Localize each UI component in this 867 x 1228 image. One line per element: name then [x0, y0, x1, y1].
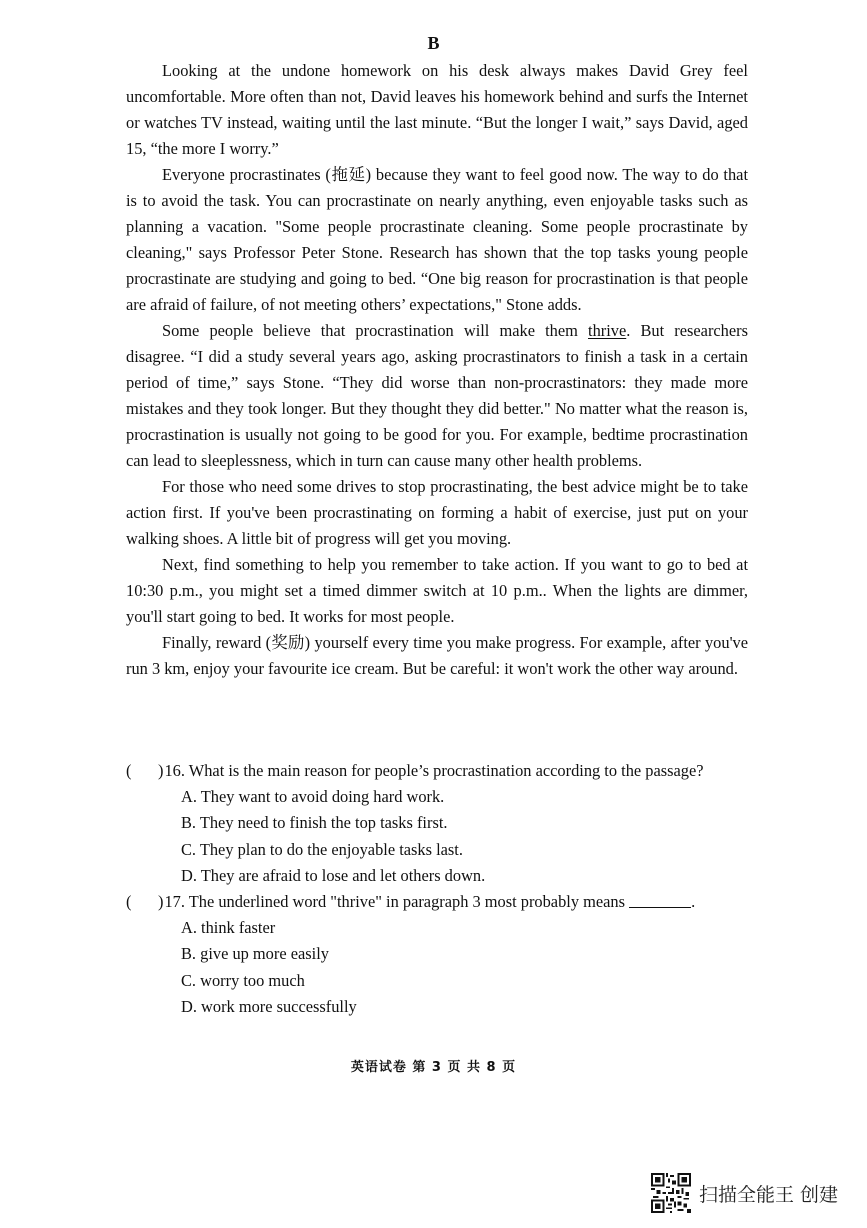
question-17-text: 17. The underlined word "thrive" in paragraph 3 most probably means	[164, 892, 625, 912]
page-footer: 英语试卷 第 3 页 共 8 页	[350, 1060, 517, 1075]
paragraph-3-after: . But researchers disagree. “I did a study several years ago, asking procrastinators to finish a task in a certain period of time,” says Stone. “They did worse than non-procrastinators: they made more mistakes and they took longer. But they thought they did better." No matter what the reason is, procrastination is usually not going to be good for you. For example, bedtime procrastination can lead to sleeplessness, which in turn can cause many other health problems.	[126, 321, 748, 470]
question-16	[126, 758, 766, 889]
passage-paragraph-4: For those who need some drives to stop procrastinating, the best advice might be to take action first. If you've been procrastinating on forming a habit of exercise, just put on your walking shoes. A little bit of progress will get you moving.	[126, 477, 748, 548]
option-16-a: A. They want to avoid doing hard work.	[181, 787, 445, 807]
scanner-watermark	[651, 1172, 838, 1214]
passage-paragraph-3	[126, 318, 748, 474]
qr-code-icon	[651, 1173, 691, 1213]
reading-passage	[126, 58, 748, 682]
question-16-stem: ( ) 16. What is the main reason for people’s procrastination according to the passage?	[126, 758, 766, 784]
option-17-a: A. think faster	[181, 918, 276, 938]
fill-in-blank-line	[629, 889, 691, 908]
question-17-options	[181, 915, 766, 1020]
question-16-options	[181, 784, 766, 889]
underlined-word-thrive: thrive	[588, 321, 627, 340]
option-17-c: C. worry too much	[181, 970, 305, 990]
question-16-text: 16. What is the main reason for people’s procrastination according to the passage?	[164, 761, 704, 780]
option-17-d: D. work more successfully	[181, 996, 357, 1016]
paragraph-3-before: Some people believe that procrastination will make them	[162, 321, 589, 340]
answer-blank-16[interactable]: (	[126, 761, 132, 780]
passage-paragraph-1: Looking at the undone homework on his desk always makes David Grey feel uncomfortable. More often than not, David leaves his homework behind and surfs the Internet or watches TV instead, waiting until the last minute. “But the longer I wait,” says David, aged 15, “the more I worry.”	[126, 61, 748, 158]
option-16-d: D. They are afraid to lose and let others down.	[181, 865, 486, 885]
question-list	[126, 758, 766, 1020]
option-17-b: B. give up more easily	[181, 944, 329, 964]
section-label: B	[427, 33, 440, 53]
question-17-stem: ( ) 17. The underlined word "thrive" in paragraph 3 most probably means .	[126, 889, 766, 915]
question-17	[126, 889, 766, 1020]
watermark-text: 扫描全能王 创建	[699, 1183, 839, 1206]
option-16-c: C. They plan to do the enjoyable tasks last.	[181, 839, 463, 859]
passage-paragraph-5: Next, find something to help you remember to take action. If you want to go to bed at 10:30 p.m., you might set a timed dimmer switch at 10 p.m.. When the lights are dimmer, you'll start going to bed. It works for most people.	[126, 555, 748, 626]
passage-paragraph-6: Finally, reward (奖励) yourself every time you make progress. For example, after you've run 3 km, enjoy your favourite ice cream. But be careful: it won't work the other way around.	[126, 633, 748, 678]
answer-blank-17[interactable]: (	[126, 892, 132, 912]
option-16-b: B. They need to finish the top tasks first.	[181, 813, 448, 833]
passage-paragraph-2: Everyone procrastinates (拖延) because they want to feel good now. The way to do that is to avoid the task. You can procrastinate on nearly anything, even enjoyable tasks such as planning a vacation. "Some people procrastinate cleaning. Some people procrastinate by cleaning," says Professor Peter Stone. Research has shown that the top tasks young people procrastinate are studying and going to bed. “One big reason for procrastination is that people are afraid of failure, of not meeting others’ expectations," Stone adds.	[126, 165, 748, 314]
